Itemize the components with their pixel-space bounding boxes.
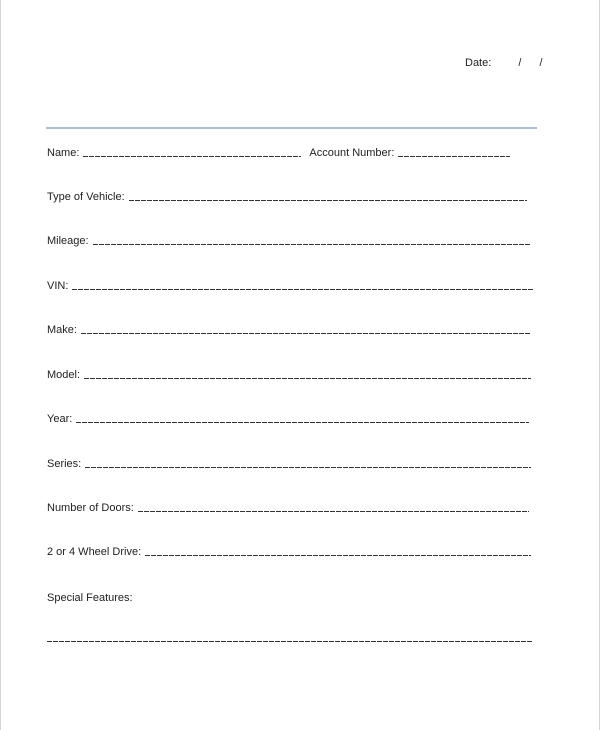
model-row: [47, 369, 531, 381]
mileage-label: Mileage:: [47, 235, 89, 247]
make-blank[interactable]: [81, 333, 530, 334]
drive-label: 2 or 4 Wheel Drive:: [47, 546, 142, 558]
year-blank[interactable]: [76, 422, 529, 423]
make-label: Make:: [47, 324, 77, 336]
type-of-vehicle-label: Type of Vehicle:: [47, 191, 125, 203]
special-features-label: Special Features:: [47, 592, 133, 604]
drive-row: [47, 546, 531, 558]
vin-row: [47, 280, 533, 292]
type-of-vehicle-row: [47, 191, 527, 203]
vin-label: VIN:: [47, 280, 69, 292]
name-row: [47, 147, 510, 159]
date-field: [465, 57, 543, 69]
special-features-line-row: [47, 640, 533, 641]
series-label: Series:: [47, 458, 82, 470]
number-of-doors-blank[interactable]: [138, 511, 529, 512]
special-features-blank[interactable]: [47, 641, 533, 642]
mileage-blank[interactable]: [93, 244, 530, 245]
header-divider: [46, 127, 537, 129]
special-features-row: [47, 592, 133, 604]
series-row: [47, 458, 531, 470]
mileage-row: [47, 235, 530, 247]
drive-blank[interactable]: [145, 555, 531, 556]
year-label: Year:: [47, 413, 73, 425]
model-blank[interactable]: [84, 378, 531, 379]
name-label: Name:: [47, 147, 80, 159]
year-row: [47, 413, 529, 425]
name-blank[interactable]: [83, 156, 301, 157]
date-separator: /: [539, 57, 543, 69]
account-number-label: Account Number:: [309, 147, 395, 159]
series-blank[interactable]: [85, 467, 531, 468]
type-of-vehicle-blank[interactable]: [129, 200, 527, 201]
make-row: [47, 324, 530, 336]
account-number-blank[interactable]: [398, 156, 510, 157]
date-separator: /: [518, 57, 522, 69]
page-edge-left: [0, 0, 1, 730]
date-label: Date:: [465, 57, 492, 69]
model-label: Model:: [47, 369, 81, 381]
number-of-doors-row: [47, 502, 529, 514]
number-of-doors-label: Number of Doors:: [47, 502, 134, 514]
vin-blank[interactable]: [72, 289, 533, 290]
